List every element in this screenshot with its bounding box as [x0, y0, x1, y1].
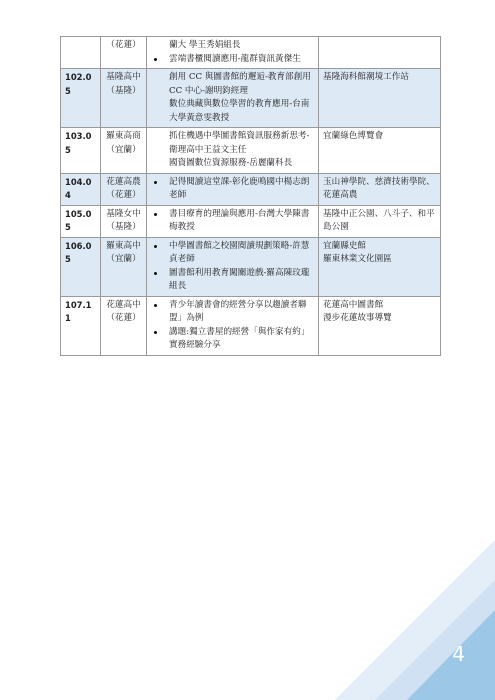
- row-date: 102.05: [61, 69, 101, 128]
- school-line: （花蓮）: [106, 190, 141, 200]
- row-topics: [147, 37, 319, 69]
- table-row: [61, 205, 441, 237]
- row-topics: [147, 128, 319, 174]
- topic-bullet-item: 講題:獨立書屋的經營「與作家有約」實務經驗分享: [151, 326, 314, 353]
- row-school: [101, 296, 147, 355]
- row-school: [101, 69, 147, 128]
- topic-list: [151, 71, 314, 125]
- row-visit: 宜蘭綠色博覽會: [319, 128, 441, 174]
- school-line: 基隆女中: [106, 208, 141, 219]
- topic-item: 國資圖數位資源服務-岳麗蘭科長: [169, 158, 293, 168]
- topic-list: [151, 208, 314, 235]
- row-topics: [147, 296, 319, 355]
- row-school: [101, 128, 147, 174]
- topic-bullet-item: 書目療育的理論與應用-台灣大學陳書梅教授: [151, 208, 314, 235]
- topic-list: [151, 176, 314, 203]
- school-line: 羅東高中: [106, 240, 141, 251]
- school-line: 花蓮高農: [106, 176, 141, 187]
- row-visit: 玉山神學院、慈濟技術學院、花蓮高農: [319, 173, 441, 205]
- school-line: 基隆高中: [106, 72, 141, 82]
- row-date: 107.11: [61, 296, 101, 355]
- schedule-table: [60, 36, 441, 356]
- table-row: [61, 237, 441, 296]
- topic-bullet-item: 青少年讀書會的經營分享以趨讀者聯盟」為例: [151, 299, 314, 326]
- school-line: 羅東高商: [106, 131, 141, 141]
- row-visit: 花蓮高中圖書館 漫步花蓮故事導覽: [319, 296, 441, 355]
- table-row: [61, 37, 441, 69]
- school-line: 花蓮高中: [106, 299, 141, 310]
- topic-list: [151, 299, 314, 353]
- table-row: [61, 296, 441, 355]
- school-line: （宜蘭）: [106, 254, 141, 264]
- row-date: 105.05: [61, 205, 101, 237]
- topic-bullet-item: 雲端書櫃閱讀應用-龍群資訊黃傑生: [151, 53, 314, 67]
- school-line: （花蓮）: [106, 313, 141, 323]
- school-line: （基隆）: [106, 222, 141, 232]
- table-row: [61, 69, 441, 128]
- row-topics: [147, 69, 319, 128]
- row-topics: [147, 173, 319, 205]
- page-number: 4: [452, 642, 465, 666]
- topic-list: [151, 39, 314, 66]
- schedule-table-body: [61, 37, 441, 356]
- topic-list: [151, 240, 314, 294]
- row-school: [101, 37, 147, 69]
- school-line: （花蓮）: [106, 40, 141, 50]
- row-topics: [147, 205, 319, 237]
- row-school: [101, 173, 147, 205]
- topic-bullet-item: 記得閱讀這堂課-彰化鹿鳴國中楊志朗老師: [151, 176, 314, 203]
- row-date: 104.04: [61, 173, 101, 205]
- row-visit: [319, 37, 441, 69]
- table-row: [61, 173, 441, 205]
- row-date: 103.05: [61, 128, 101, 174]
- row-visit: 基隆中正公園、八斗子、和平島公園: [319, 205, 441, 237]
- row-visit: 基隆海科館潮境工作站: [319, 69, 441, 128]
- school-line: （宜蘭）: [106, 144, 141, 155]
- row-date: 106.05: [61, 237, 101, 296]
- topic-item: 創用 CC 與圖書館的邂逅-教育部創用 CC 中心-謝明鈞經理: [169, 72, 311, 96]
- row-date: [61, 37, 101, 69]
- row-school: [101, 205, 147, 237]
- school-line: （基隆）: [106, 85, 141, 96]
- topic-list: [151, 130, 314, 171]
- row-topics: [147, 237, 319, 296]
- row-visit: 宜蘭縣史館 羅東林業文化園區: [319, 237, 441, 296]
- topic-bullet-item: 圖書館利用教育闖關遊戲-羅高陳玟瓏組長: [151, 267, 314, 294]
- row-school: [101, 237, 147, 296]
- corner-decoration: [335, 540, 495, 700]
- topic-item: 抓住機遇中學圖書館資訊服務新思考-衛理高中王益文主任: [169, 131, 310, 155]
- table-row: [61, 128, 441, 174]
- topic-item: 數位典藏與數位學習的教育應用-台南大學黃意雯教授: [169, 99, 310, 123]
- topic-bullet-item: 中學圖書館之校園閱讀規劃策略-許慧貞老師: [151, 240, 314, 267]
- topic-item: 蘭大 學王秀娟組長: [169, 40, 241, 50]
